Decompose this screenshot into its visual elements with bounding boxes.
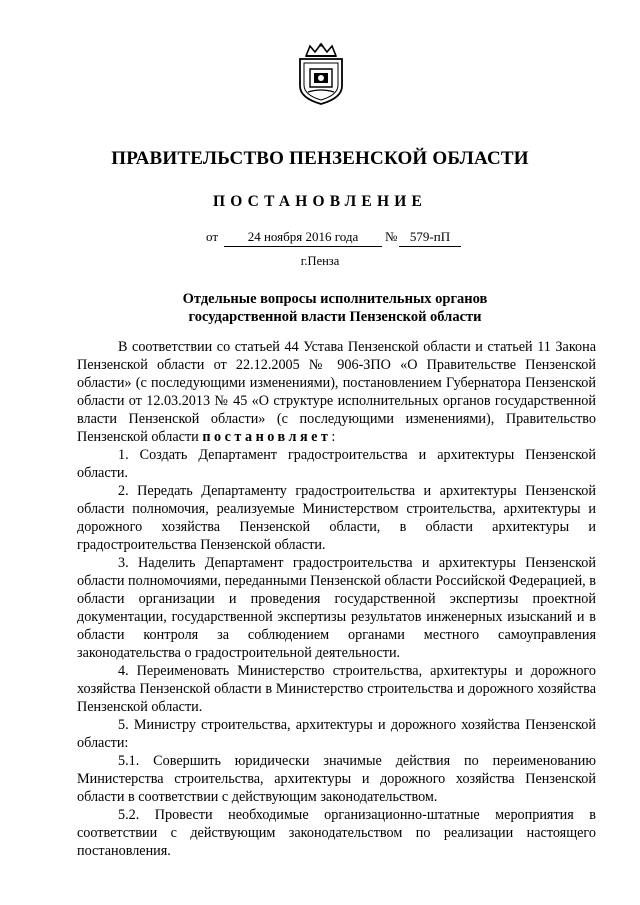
document-subject bbox=[100, 290, 570, 326]
preamble-text: В соответствии со статьей 44 Устава Пензенской области и статьей 11 Закона Пензенской области от 22.12.2005 № 906-ЗПО «О Правительстве Пензенской области» (с последующими изменениями), постановлением Губернатора Пензенской области от 12.03.2013 № 45 «О структуре исполнительных органов государственной власти Пензенской области» (с последующими изменениями), Правительство Пензенской области bbox=[77, 339, 596, 445]
item-5-1: 5.1. Совершить юридически значимые действия по переименованию Министерства строительства, архитектуры и дорожного хозяйства Пензенской области в соответствии с действующим законодательством. bbox=[77, 753, 596, 805]
preamble-paragraph bbox=[77, 338, 596, 446]
city: г.Пенза bbox=[300, 254, 340, 268]
item-1: 1. Создать Департамент градостроительства и архитектуры Пензенской области. bbox=[77, 447, 596, 481]
item-5: 5. Министру строительства, архитектуры и дорожного хозяйства Пензенской области: bbox=[77, 717, 596, 751]
item-2: 2. Передать Департаменту градостроительства и архитектуры Пензенской области полномочия, реализуемые Министерством строительства, архитектуры и дорожного хозяйства Пензенской области, в области архитектуры и градостроительства Пензенской области. bbox=[77, 483, 596, 553]
number-prefix: № bbox=[385, 229, 398, 244]
document-type: ПОСТАНОВЛЕНИЕ bbox=[212, 193, 428, 210]
subject-line-1: Отдельные вопросы исполнительных органов bbox=[182, 291, 488, 307]
item-4: 4. Переименовать Министерство строительства, архитектуры и дорожного хозяйства Пензенской области в Министерство строительства и дорожного хозяйства Пензенской области. bbox=[77, 663, 596, 715]
document-number: 579-пП bbox=[399, 229, 461, 247]
resolves-colon: : bbox=[331, 429, 336, 445]
resolves-word: постановляет bbox=[202, 429, 332, 445]
document-body bbox=[77, 338, 596, 860]
item-3: 3. Наделить Департамент градостроительства и архитектуры Пензенской области полномочиями, переданными Пензенской области Российской Федерацией, в области организации и проведения государственной экспертизы проектной документации, государственной экспертизы результатов инженерных изысканий и в области контроля за соблюдением органами местного самоуправления законодательства о градостроительной деятельности. bbox=[77, 555, 596, 661]
document-date: 24 ноября 2016 года bbox=[224, 229, 382, 247]
coat-of-arms-icon bbox=[294, 42, 348, 106]
organization-title: ПРАВИТЕЛЬСТВО ПЕНЗЕНСКОЙ ОБЛАСТИ bbox=[111, 148, 529, 169]
date-prefix: от bbox=[206, 229, 219, 244]
item-5-2: 5.2. Провести необходимые организационно-штатные мероприятия в соответствии с действующим законодательством по реализации настоящего постановления. bbox=[77, 807, 596, 859]
subject-line-2: государственной власти Пензенской области bbox=[188, 309, 482, 325]
